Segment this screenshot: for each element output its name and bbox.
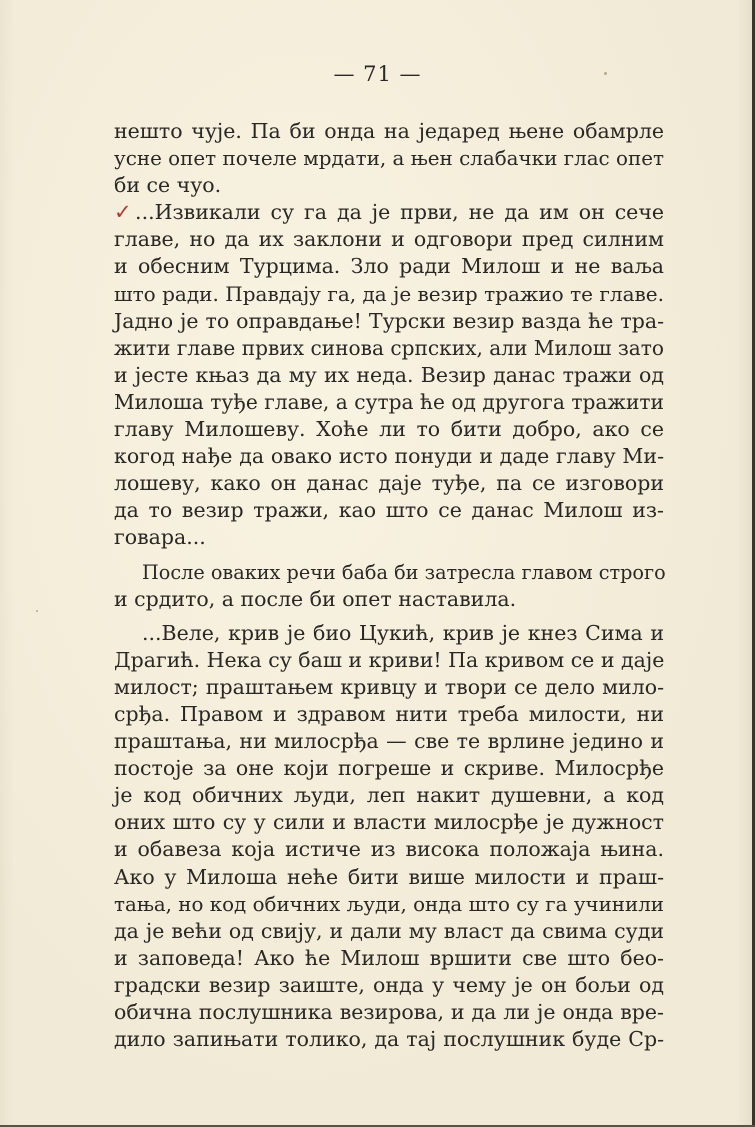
text-line: тања, но код обичних људи, онда што су га учинили — [114, 892, 664, 916]
text-line: лошеву, како он данас даје туђе, па се изговори — [114, 471, 664, 496]
text-line: ...Извикали су га да је први, не да им он сече — [135, 200, 665, 225]
text-line: Драгић. Нека су баш и криви! Па кривом се и даје — [114, 647, 665, 672]
text-line: ...Веле, крив је био Цукић, крив је кнез Сима и — [142, 620, 664, 645]
text-line: и срдито, а после би опет наставила. — [114, 586, 517, 611]
text-line: главу Милошеву. Хоће ли то бити добро, ако се — [114, 417, 664, 442]
text-line: жити главе првих синова српских, али Милош зато — [114, 335, 664, 360]
text-line: би се чуо. — [114, 173, 222, 198]
text-line: Милоша туђе главе, а сутра ће од другога тражити — [114, 389, 664, 414]
text-line: и јесте књаз да му их неда. Везир данас тражи од — [114, 362, 664, 387]
text-line: милост; праштањем кривцу и твори се дело мило- — [114, 674, 664, 699]
text-line: оних што су у сили и власти милосрђе је дужност — [114, 810, 664, 835]
text-line: срђа. Правом и здравом нити треба милости, ни — [114, 701, 664, 726]
text-line: градски везир заиште, онда у чему је он бољи од — [114, 972, 664, 997]
text-line: говара... — [114, 525, 206, 550]
text-line: дило запињати толико, да тај послушник буде Ср- — [114, 1027, 664, 1052]
paragraph-gap — [114, 613, 664, 620]
body-text — [114, 118, 664, 1053]
text-line: постоје за оне који погреше и скриве. Милосрђе — [114, 756, 664, 781]
text-line: и обавеза која истиче из висока положаја њина. — [114, 837, 664, 862]
text-line: праштања, ни милосрђа — све те врлине једино и — [114, 729, 664, 754]
text-line: нешто чује. Па би онда на једаред њене обамрле — [114, 119, 664, 143]
text-line: Јадно је то оправдање! Турски везир вазда ће тра- — [114, 308, 664, 333]
text-line: обична послушника везирова, и да ли је онда вре- — [114, 1000, 664, 1024]
paper-speck — [36, 610, 38, 612]
text-line: когод нађе да овако исто понуди и даде главу Ми- — [114, 444, 664, 469]
text-line: усне опет почеле мрдати, а њен слабачки глас опет — [114, 147, 664, 171]
text-line: и обесним Турцима. Зло ради Милош и не ваља — [114, 254, 664, 279]
text-line: је код обичних људи, леп накит душевни, а код — [114, 783, 664, 808]
text-line: да то везир тражи, као што се данас Милош из- — [114, 498, 664, 523]
text-line: и заповеда! Ако ће Милош вршити све што бео- — [114, 945, 664, 970]
text-line: што ради. Правдају га, да је везир тражио те главе. — [114, 281, 664, 306]
text-line: После оваких речи баба би затресла главом строго — [142, 560, 666, 584]
paragraph-gap — [114, 552, 664, 559]
text-line: главе, но да их заклони и одговори пред силним — [114, 227, 664, 252]
text-line-with-mark — [114, 199, 664, 226]
text-line: да је већи од свију, и дали му власт да свима суди — [114, 918, 664, 943]
page-number-header: — 71 — — [333, 62, 422, 86]
text-line: Ако у Милоша неће бити више милости и праш- — [114, 864, 664, 889]
check-mark-icon: ✓ — [114, 200, 136, 225]
